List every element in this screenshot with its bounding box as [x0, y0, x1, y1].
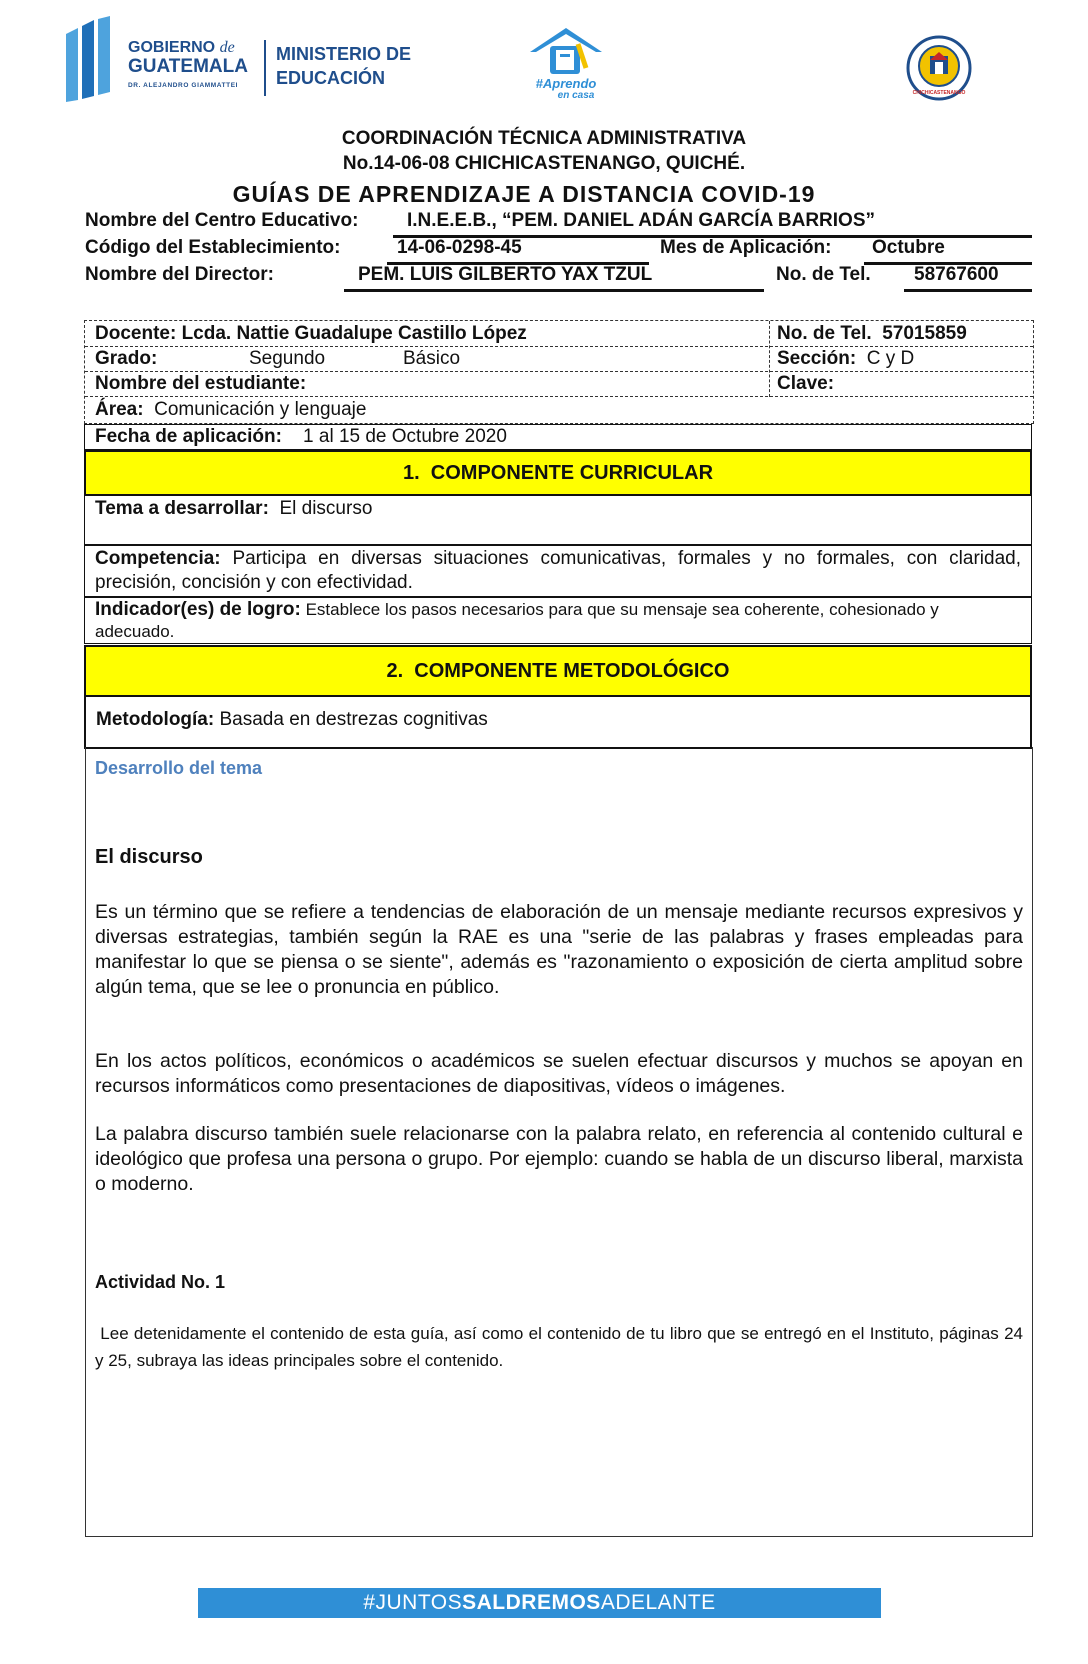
director-tel-field — [904, 264, 1032, 292]
desarrollo-paragraph-3: La palabra discurso también suele relacionarse con la palabra relato, en referencia al contenido cultural e ideológico que profesa una persona o grupo. Por ejemplo: cuando se habla de un discurso liberal, marxista o moderno. — [95, 1123, 1023, 1195]
estudiante-label: Nombre del estudiante: — [95, 373, 307, 394]
codigo-label: Código del Establecimiento: — [85, 237, 341, 258]
curricular-heading — [84, 450, 1032, 496]
competencia-value: Participa en diversas situaciones comunicativas, formales y no formales, con claridad, precisión, concisión y con efectividad. — [95, 548, 1021, 593]
teacher-tel-value: 57015859 — [882, 323, 967, 344]
area-cell — [95, 399, 366, 421]
mes-label: Mes de Aplicación: — [660, 237, 832, 258]
ministerio-logo-text: MINISTERIO DE EDUCACIÓN — [276, 44, 412, 88]
fecha-row — [84, 424, 1032, 450]
centro-field — [393, 210, 1032, 238]
metodologico-heading-text: COMPONENTE METODOLÓGICO — [414, 660, 730, 682]
banner-part-3: ADELANTE — [600, 1591, 716, 1614]
actividad-title: Actividad No. 1 — [95, 1272, 226, 1292]
indicador-cell — [84, 596, 1032, 644]
grado-value-2: Básico — [403, 348, 461, 369]
teacher-info-table — [84, 320, 1034, 424]
coordination-number: No.14-06-08 CHICHICASTENANGO, QUICHÉ. — [342, 153, 746, 174]
metodologia-value: Basada en destrezas cognitivas — [219, 709, 488, 730]
centro-value: I.N.E.E.B., “PEM. DANIEL ADÁN GARCÍA BARRIOS” — [407, 210, 875, 231]
indicador-label: Indicador(es) de logro: — [95, 599, 301, 620]
desarrollo-title: El discurso — [95, 846, 203, 868]
metodologico-heading — [84, 645, 1032, 697]
coordination-title: COORDINACIÓN TÉCNICA ADMINISTRATIVA — [341, 128, 747, 149]
logo-divider — [264, 40, 266, 96]
codigo-field — [387, 237, 649, 265]
desarrollo-label: Desarrollo del tema — [95, 758, 263, 778]
seal-text: CHICHICASTENANGO — [912, 90, 966, 96]
curricular-heading-text: COMPONENTE CURRICULAR — [430, 462, 714, 484]
tema-cell — [84, 494, 1032, 546]
grado-value-1: Segundo — [249, 348, 326, 369]
fecha-label: Fecha de aplicación: — [95, 426, 282, 447]
institute-seal-logo — [906, 32, 972, 104]
director-tel-value: 58767600 — [914, 264, 999, 285]
teacher-tel-cell — [777, 323, 967, 345]
competencia-label: Competencia: — [95, 548, 221, 569]
director-field — [344, 264, 764, 292]
fecha-cell — [95, 426, 507, 448]
metodologia-line — [96, 709, 488, 731]
metodologico-heading-num: 2. — [386, 660, 404, 682]
row-estudiante — [85, 371, 1033, 397]
aprendo-text: #Aprendo — [535, 76, 597, 91]
guatemala-flag-bars-logo — [66, 16, 116, 102]
clave-label: Clave: — [777, 373, 835, 394]
grado-label: Grado: — [95, 348, 158, 369]
aprendo-en-casa-logo — [520, 24, 612, 100]
guide-title: GUÍAS DE APRENDIZAJE A DISTANCIA COVID-19 — [232, 181, 816, 207]
row-grado — [85, 346, 1033, 372]
actividad-text: Lee detenidamente el contenido de esta guía, así como el contenido de tu libro que se entregó en el Instituto, páginas 24 y 25, subraya las ideas principales sobre el contenido. — [95, 1324, 1028, 1370]
seccion-value: C y D — [866, 348, 915, 369]
codigo-value: 14-06-0298-45 — [397, 237, 522, 258]
competencia-line — [95, 547, 1021, 595]
desarrollo-paragraph-2: En los actos políticos, económicos o académicos se suelen efectuar discursos y muchos se apoyan en recursos informáticos como presentaciones de diapositivas, vídeos o imágenes. — [95, 1050, 1023, 1097]
gobierno-logo-text: GOBIERNO de GUATEMALA DR. ALEJANDRO GIAMMATTEI — [128, 39, 248, 89]
tema-label: Tema a desarrollar: — [95, 498, 269, 519]
centro-label: Nombre del Centro Educativo: — [85, 210, 359, 231]
metodologia-cell — [84, 695, 1032, 749]
teacher-tel-label: No. de Tel. — [777, 323, 872, 344]
docente-value: Lcda. Nattie Guadalupe Castillo López — [181, 323, 527, 344]
seccion-cell — [777, 348, 914, 370]
mes-field — [864, 237, 1032, 265]
seccion-label: Sección: — [777, 348, 857, 369]
competencia-cell — [84, 544, 1032, 598]
tema-line — [95, 498, 372, 520]
juntos-saldremos-banner — [198, 1588, 881, 1618]
mes-value: Octubre — [872, 237, 945, 258]
indicador-value: Establece los pasos necesarios para que su mensaje sea coherente, cohesionado y adecuado. — [95, 600, 939, 641]
director-value: PEM. LUIS GILBERTO YAX TZUL — [358, 264, 653, 285]
grado-label-cell — [95, 348, 157, 370]
fecha-value: 1 al 15 de Octubre 2020 — [303, 426, 507, 447]
desarrollo-paragraph-1: Es un término que se refiere a tendencias de elaboración de un mensaje mediante recursos expresivos y diversas estrategias, también según la RAE es una "serie de las palabras y frases empleadas para manifestar lo que se piensa o se siente", además es "razonamiento o exposición de cierta amplitud sobre algún tema, que se lee o pronuncia en público. — [95, 901, 1023, 998]
estudiante-cell — [95, 373, 306, 395]
banner-part-1: #JUNTOS — [363, 1591, 463, 1614]
curricular-heading-num: 1. — [402, 462, 420, 484]
area-value: Comunicación y lenguaje — [154, 399, 367, 420]
indicador-line — [95, 599, 1021, 643]
docente-cell — [95, 323, 527, 345]
director-label: Nombre del Director: — [85, 264, 274, 285]
docente-label: Docente: — [95, 323, 177, 344]
director-tel-label: No. de Tel. — [776, 264, 871, 285]
tema-value: El discurso — [279, 498, 373, 519]
row-docente — [85, 321, 1033, 347]
info-column-divider — [769, 321, 770, 397]
banner-part-2: SALDREMOS — [462, 1591, 601, 1614]
clave-cell — [777, 373, 834, 395]
metodologia-label: Metodología: — [96, 709, 215, 730]
en-casa-text: en casa — [557, 90, 595, 100]
area-label: Área: — [95, 399, 144, 420]
